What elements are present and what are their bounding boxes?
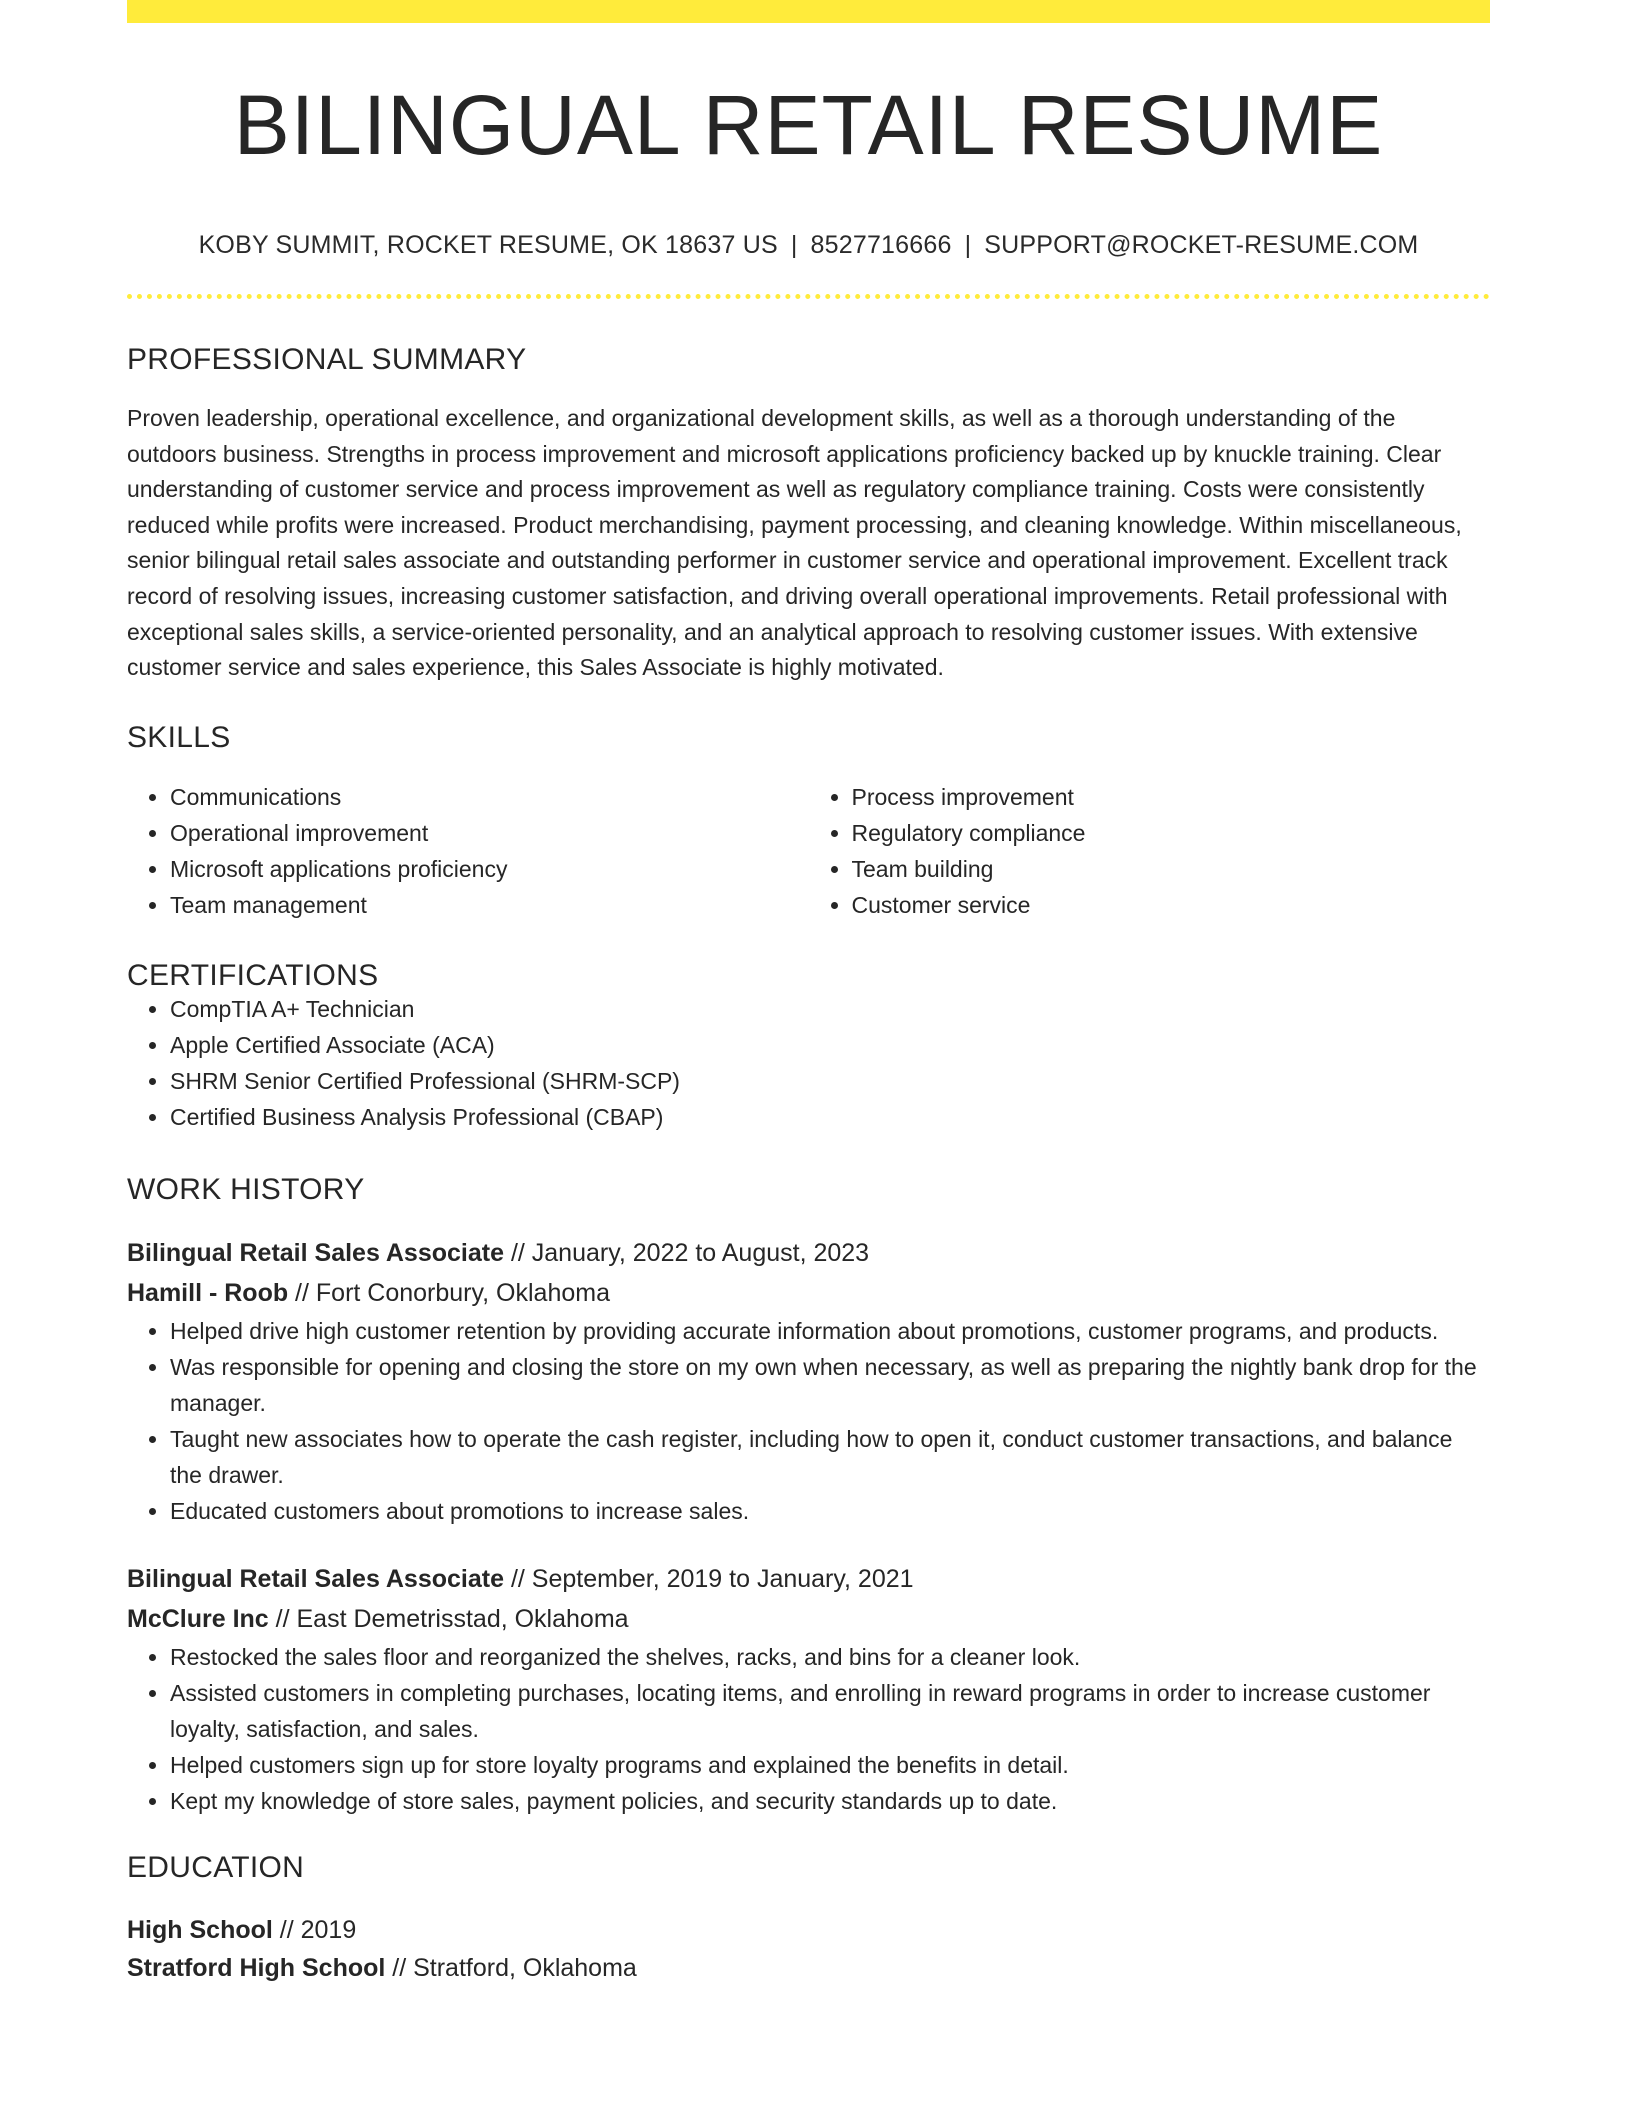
- skills-column-right: [809, 779, 1491, 923]
- job-company: Hamill - Roob: [127, 1278, 289, 1307]
- contact-separator: |: [790, 231, 798, 259]
- contact-address: KOBY SUMMIT, ROCKET RESUME, OK 18637 US: [198, 231, 778, 259]
- contact-separator: |: [964, 231, 972, 259]
- contact-phone: 8527716666: [810, 231, 952, 259]
- skill-item: • Operational improvement: [170, 815, 809, 851]
- resume-page: [127, 0, 1490, 1987]
- skill-item: • Microsoft applications proficiency: [170, 851, 809, 887]
- skill-item: • Process improvement: [852, 779, 1491, 815]
- summary-text: Proven leadership, operational excellence, and organizational development skills, as well as a thorough understanding of the outdoors business. Strengths in process improvement and microsoft applications proficiency backed up by knuckle training. Clear understanding of customer service and process improvement as well as regulatory compliance training. Costs were consistently reduced while profits were increased. Product merchandising, payment processing, and cleaning knowledge. Within miscellaneous, senior bilingual retail sales associate and outstanding performer in customer service and operational improvement. Excellent track record of resolving issues, increasing customer satisfaction, and driving overall operational improvements. Retail professional with exceptional sales skills, a service-oriented personality, and an analytical approach to resolving customer issues. With extensive customer service and sales experience, this Sales Associate is highly motivated.: [127, 405, 1462, 681]
- job-company-line: [127, 1599, 1490, 1639]
- certifications-heading: CERTIFICATIONS: [127, 958, 379, 992]
- skill-item: • Regulatory compliance: [852, 815, 1491, 851]
- job-duty: • Helped drive high customer retention by providing accurate information about promotions, customer programs, and products.: [170, 1313, 1490, 1349]
- job-title: Bilingual Retail Sales Associate: [127, 1564, 504, 1593]
- job-entry: [127, 1233, 1490, 1529]
- skill-item: • Communications: [170, 779, 809, 815]
- job-duty: • Taught new associates how to operate the cash register, including how to open it, conduct customer transactions, and balance the drawer.: [170, 1421, 1490, 1493]
- education-entry: [127, 1911, 1490, 1987]
- work-history-heading: WORK HISTORY: [127, 1172, 365, 1206]
- skills-column-left: [127, 779, 809, 923]
- top-accent-bar: [127, 0, 1490, 23]
- skill-item: • Team building: [852, 851, 1491, 887]
- job-duty: • Educated customers about promotions to increase sales.: [170, 1493, 1490, 1529]
- certifications-list: [127, 991, 1490, 1135]
- summary-heading: PROFESSIONAL SUMMARY: [127, 343, 527, 376]
- certification-item: • SHRM Senior Certified Professional (SHRM-SCP): [170, 1063, 1490, 1099]
- job-company: McClure Inc: [127, 1604, 269, 1633]
- skill-item: • Customer service: [852, 887, 1491, 923]
- job-duties-list: [127, 1639, 1490, 1819]
- job-location: // East Demetrisstad, Oklahoma: [268, 1604, 629, 1633]
- job-location: // Fort Conorbury, Oklahoma: [288, 1278, 610, 1307]
- job-duty: • Helped customers sign up for store loyalty programs and explained the benefits in detail.: [170, 1747, 1490, 1783]
- education-degree-line: [127, 1911, 1490, 1949]
- resume-title: BILINGUAL RETAIL RESUME: [233, 78, 1384, 172]
- contact-email: SUPPORT@ROCKET-RESUME.COM: [984, 231, 1419, 259]
- job-title: Bilingual Retail Sales Associate: [127, 1238, 504, 1267]
- job-duties-list: [127, 1313, 1490, 1529]
- education-degree: High School: [127, 1915, 273, 1944]
- job-duty: • Restocked the sales floor and reorganized the shelves, racks, and bins for a cleaner look.: [170, 1639, 1490, 1675]
- education-year: // 2019: [272, 1915, 357, 1944]
- education-school-line: [127, 1949, 1490, 1987]
- education-school: Stratford High School: [127, 1953, 386, 1982]
- job-duty: • Assisted customers in completing purchases, locating items, and enrolling in reward programs in order to increase customer loyalty, satisfaction, and sales.: [170, 1675, 1490, 1747]
- education-location: // Stratford, Oklahoma: [385, 1953, 637, 1982]
- job-duty: • Kept my knowledge of store sales, payment policies, and security standards up to date.: [170, 1783, 1490, 1819]
- skill-item: • Team management: [170, 887, 809, 923]
- contact-info: [127, 231, 1490, 260]
- skills-list: [127, 779, 1490, 923]
- certification-item: • Apple Certified Associate (ACA): [170, 1027, 1490, 1063]
- certification-item: • CompTIA A+ Technician: [170, 991, 1490, 1027]
- certification-item: • Certified Business Analysis Professional (CBAP): [170, 1099, 1490, 1135]
- header-divider: [127, 294, 1490, 299]
- job-dates: // January, 2022 to August, 2023: [504, 1238, 870, 1267]
- education-heading: EDUCATION: [127, 1850, 305, 1884]
- job-title-line: [127, 1559, 1490, 1599]
- job-entry: [127, 1559, 1490, 1819]
- job-company-line: [127, 1273, 1490, 1313]
- job-title-line: [127, 1233, 1490, 1273]
- skills-heading: SKILLS: [127, 720, 231, 754]
- job-dates: // September, 2019 to January, 2021: [504, 1564, 914, 1593]
- job-duty: • Was responsible for opening and closing the store on my own when necessary, as well as preparing the nightly bank drop for the manager.: [170, 1349, 1490, 1421]
